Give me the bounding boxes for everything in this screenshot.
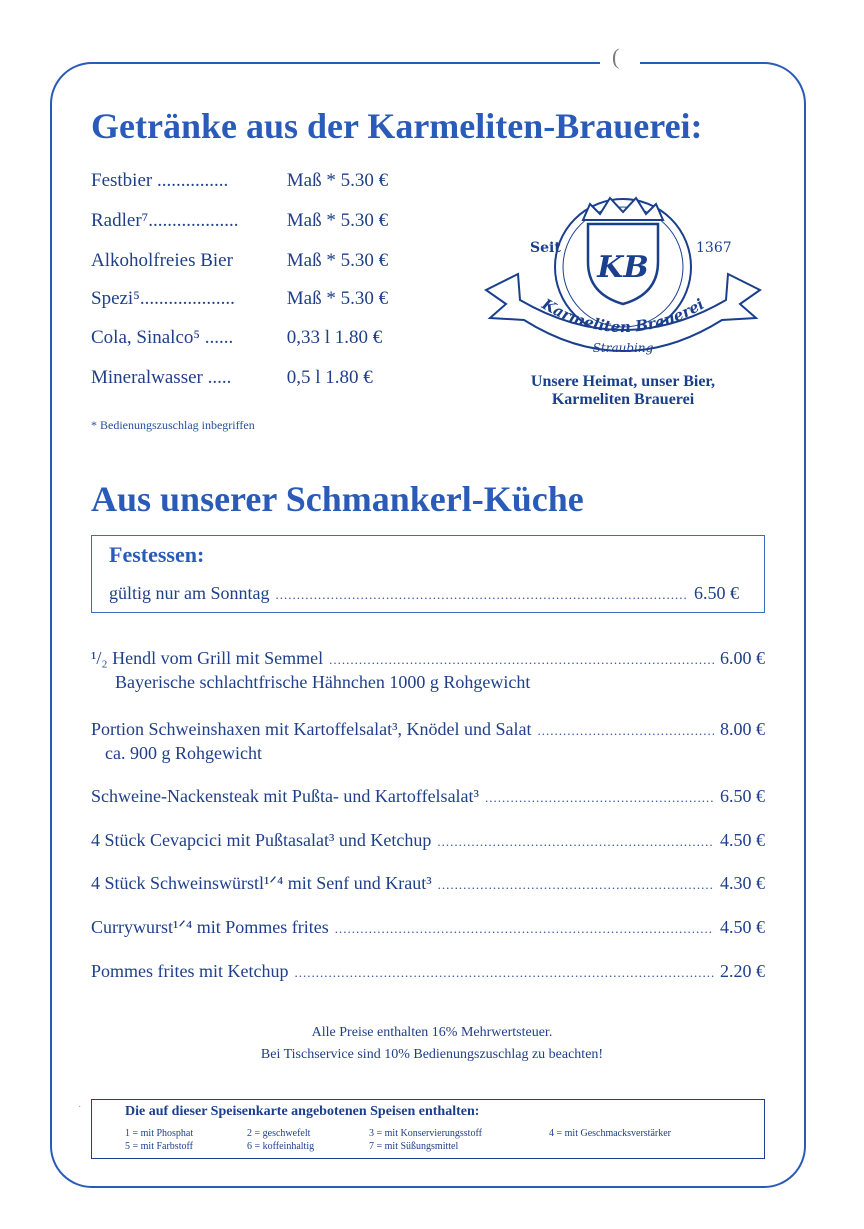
- vat-note-1: Alle Preise enthalten 16% Mehrwertsteuer.: [311, 1025, 553, 1040]
- food-item-label: Portion Schweinshaxen mit Kartoffelsalat³, Knödel und Salat: [91, 719, 532, 739]
- additive-entry: 1 = mit Phosphat: [125, 1128, 194, 1139]
- food-item-price: 6.50 €: [720, 786, 765, 806]
- brewery-slogan: [478, 373, 768, 409]
- food-item-note: Bayerische schlachtfrische Hähnchen 1000 g Rohgewicht: [115, 672, 531, 692]
- leader-dots: [335, 921, 714, 937]
- logo-year: 1367: [696, 240, 732, 256]
- drink-name: Mineralwasser .....: [91, 367, 232, 388]
- leader-dots: [276, 587, 689, 603]
- food-item-price: 6.00 €: [720, 648, 765, 668]
- drink-row: [91, 170, 388, 192]
- drink-name: Radler⁷...................: [91, 210, 239, 231]
- drink-price: 1.80 €: [334, 327, 383, 348]
- leader-dots: [294, 965, 714, 981]
- food-item: [91, 961, 765, 982]
- food-item: [91, 873, 765, 894]
- food-item: [91, 830, 765, 851]
- drink-price: 5.30 €: [340, 288, 389, 309]
- drink-price: 1.80 €: [325, 367, 373, 388]
- vat-note-2: Bei Tischservice sind 10% Bedienungszuschlag zu beachten!: [260, 1047, 604, 1062]
- drink-row: [91, 210, 388, 232]
- food-item-label: Currywurst¹ᐟ⁴ mit Pommes frites: [91, 917, 329, 937]
- food-item-price: 4.50 €: [720, 917, 765, 937]
- drink-name: Festbier ...............: [91, 170, 229, 191]
- festessen-row: [109, 583, 739, 604]
- drink-row: [91, 327, 382, 349]
- food-item-label: ¹/₂ Hendl vom Grill mit Semmel: [91, 648, 324, 668]
- brewery-logo: [478, 182, 768, 372]
- drink-unit: Maß *: [286, 170, 336, 191]
- food-item-label: 4 Stück Schweinswürstl¹ᐟ⁴ mit Senf und Kraut³: [91, 873, 432, 893]
- food-item: [91, 917, 765, 938]
- drink-row: [91, 367, 373, 389]
- drink-unit: Maß *: [286, 288, 336, 309]
- logo-banner-text: Karmeliten Brauerei: [538, 294, 708, 337]
- drink-price: 5.30 €: [340, 210, 389, 231]
- food-item-label: Pommes frites mit Ketchup: [91, 961, 289, 981]
- additives-box: [91, 1099, 765, 1159]
- food-item-label: Schweine-Nackensteak mit Pußta- und Kartoffelsalat³: [91, 786, 479, 806]
- crown-icon: [583, 198, 663, 220]
- additives-legend: [125, 1128, 745, 1152]
- food-item-note: ca. 900 g Rohgewicht: [105, 743, 262, 763]
- festessen-box: [91, 535, 765, 613]
- additive-entry: 3 = mit Konservierungsstoff: [369, 1128, 482, 1139]
- festessen-title: Festessen:: [109, 542, 205, 567]
- leader-dots: [329, 652, 714, 668]
- leader-dots: [537, 723, 714, 739]
- additive-entry: 7 = mit Süßungsmittel: [369, 1141, 459, 1152]
- drink-unit: 0,33 l: [286, 327, 331, 348]
- logo-seit: Seit: [530, 240, 561, 256]
- additive-entry: 5 = mit Farbstoff: [125, 1141, 193, 1152]
- additive-entry: 4 = mit Geschmacksverstärker: [549, 1128, 671, 1139]
- leader-dots: [437, 834, 714, 850]
- drink-name: Spezi⁵....................: [91, 288, 235, 309]
- food-item: [91, 648, 765, 693]
- additives-title: Die auf dieser Speisenkarte angebotenen Speisen enthalten:: [125, 1104, 480, 1119]
- drink-unit: Maß *: [286, 250, 336, 271]
- leader-dots: [438, 877, 714, 893]
- drinks-title: Getränke aus der Karmeliten-Brauerei:: [91, 106, 703, 146]
- drink-unit: Maß *: [286, 210, 336, 231]
- slogan-line-1: Unsere Heimat, unser Bier,: [530, 373, 716, 390]
- festessen-desc: gültig nur am Sonntag: [109, 583, 270, 603]
- food-item: [91, 719, 765, 764]
- food-item-price: 4.50 €: [720, 830, 765, 850]
- leader-dots: [485, 790, 714, 806]
- drink-price: 5.30 €: [340, 250, 389, 271]
- additive-entry: 2 = geschwefelt: [247, 1128, 311, 1139]
- food-title: Aus unserer Schmankerl-Küche: [91, 479, 584, 519]
- drink-row: [91, 250, 388, 272]
- drink-price: 5.30 €: [340, 170, 389, 191]
- food-item-price: 8.00 €: [720, 719, 765, 739]
- festessen-price: 6.50 €: [694, 583, 739, 603]
- drink-name: Cola, Sinalco⁵ ......: [91, 327, 234, 348]
- slogan-line-2: Karmeliten Brauerei: [551, 391, 695, 408]
- additive-entry: 6 = koffeinhaltig: [247, 1141, 315, 1152]
- scan-speck: ·: [78, 1102, 82, 1113]
- food-item: [91, 786, 765, 807]
- frame-gap: [600, 48, 640, 78]
- scan-mark: (: [612, 44, 620, 69]
- logo-town: Straubing: [592, 341, 654, 355]
- drink-row: [91, 288, 388, 310]
- food-item-price: 2.20 €: [720, 961, 765, 981]
- service-note: * Bedienungszuschlag inbegriffen: [91, 418, 255, 432]
- drink-name: Alkoholfreies Bier: [91, 250, 233, 271]
- food-item-label: 4 Stück Cevapcici mit Pußtasalat³ und Ketchup: [91, 830, 432, 850]
- food-item-price: 4.30 €: [720, 873, 765, 893]
- drink-unit: 0,5 l: [286, 367, 321, 388]
- logo-monogram: KB: [597, 250, 649, 285]
